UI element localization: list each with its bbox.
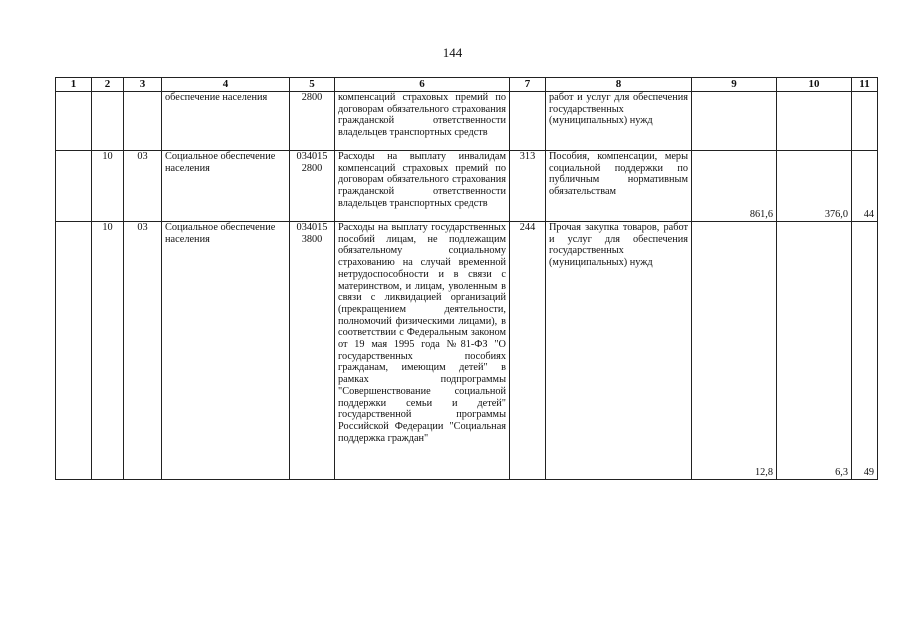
- cell-expense-name: Пособия, компенсации, меры социальной поддержки по публичным нормативным обязательствам: [546, 151, 692, 222]
- cell-section: 10: [92, 151, 124, 222]
- header-col-5: 5: [290, 78, 335, 92]
- cell-amount-2: 376,0: [777, 151, 852, 222]
- cell-amount-2: 6,3: [777, 222, 852, 480]
- budget-table: [55, 77, 878, 480]
- cell-subsection: 03: [124, 151, 162, 222]
- cell-section-name: обеспечение населения: [162, 92, 290, 151]
- cell-description: Расходы на выплату государственных пособий лицам, не подлежащим обязательному социальному страхованию на случай временной нетрудоспособности и в связи с материнством, и лицам, уволенным в связи с ликвидацией организаций (прекращением деятельности, полномочий физическими лицами), в соответствии с Федеральным законом от 19 мая 1995 года №81-ФЗ "О государственных пособиях гражданам, имеющим детей" в рамках подпрограммы "Совершенствование социальной поддержки семьи и детей" государственной программы Российской Федерации "Социальная поддержка граждан": [335, 222, 510, 480]
- cell-description: компенсаций страховых премий по договорам обязательного страхования гражданской ответственности владельцев транспортных средств: [335, 92, 510, 151]
- cell-description: Расходы на выплату инвалидам компенсаций страховых премий по договорам обязательного страхования гражданской ответственности владельцев транспортных средств: [335, 151, 510, 222]
- header-col-9: 9: [692, 78, 777, 92]
- cell-subsection: [124, 92, 162, 151]
- cell-section-name: Социальное обеспечение населения: [162, 151, 290, 222]
- cell-count: 44: [852, 151, 878, 222]
- page-number: 144: [442, 45, 463, 60]
- cell-expense-type: [510, 92, 546, 151]
- table-row: [56, 222, 878, 480]
- cell-target-code: 034015 2800: [290, 151, 335, 222]
- header-col-10: 10: [777, 78, 852, 92]
- cell-expense-type: 244: [510, 222, 546, 480]
- cell-amount: [692, 92, 777, 151]
- cell-count: [852, 92, 878, 151]
- cell-expense-name: работ и услуг для обеспечения государственных (муниципальных) нужд: [546, 92, 692, 151]
- cell-index: [56, 92, 92, 151]
- cell-target-code: 034015 3800: [290, 222, 335, 480]
- cell-target-code: 2800: [290, 92, 335, 151]
- header-col-3: 3: [124, 78, 162, 92]
- cell-section: [92, 92, 124, 151]
- cell-section-name: Социальное обеспечение населения: [162, 222, 290, 480]
- header-col-1: 1: [56, 78, 92, 92]
- cell-expense-type: 313: [510, 151, 546, 222]
- cell-count: 49: [852, 222, 878, 480]
- table-row: [56, 92, 878, 151]
- cell-amount-2: [777, 92, 852, 151]
- header-col-8: 8: [546, 78, 692, 92]
- table-row: [56, 151, 878, 222]
- cell-section: 10: [92, 222, 124, 480]
- cell-expense-name: Прочая закупка товаров, работ и услуг для обеспечения государственных (муниципальных) нужд: [546, 222, 692, 480]
- header-col-2: 2: [92, 78, 124, 92]
- cell-amount: 861,6: [692, 151, 777, 222]
- cell-amount: 12,8: [692, 222, 777, 480]
- cell-index: [56, 222, 92, 480]
- header-row: [56, 78, 878, 92]
- header-col-6: 6: [335, 78, 510, 92]
- header-col-7: 7: [510, 78, 546, 92]
- header-col-11: 11: [852, 78, 878, 92]
- cell-subsection: 03: [124, 222, 162, 480]
- header-col-4: 4: [162, 78, 290, 92]
- cell-index: [56, 151, 92, 222]
